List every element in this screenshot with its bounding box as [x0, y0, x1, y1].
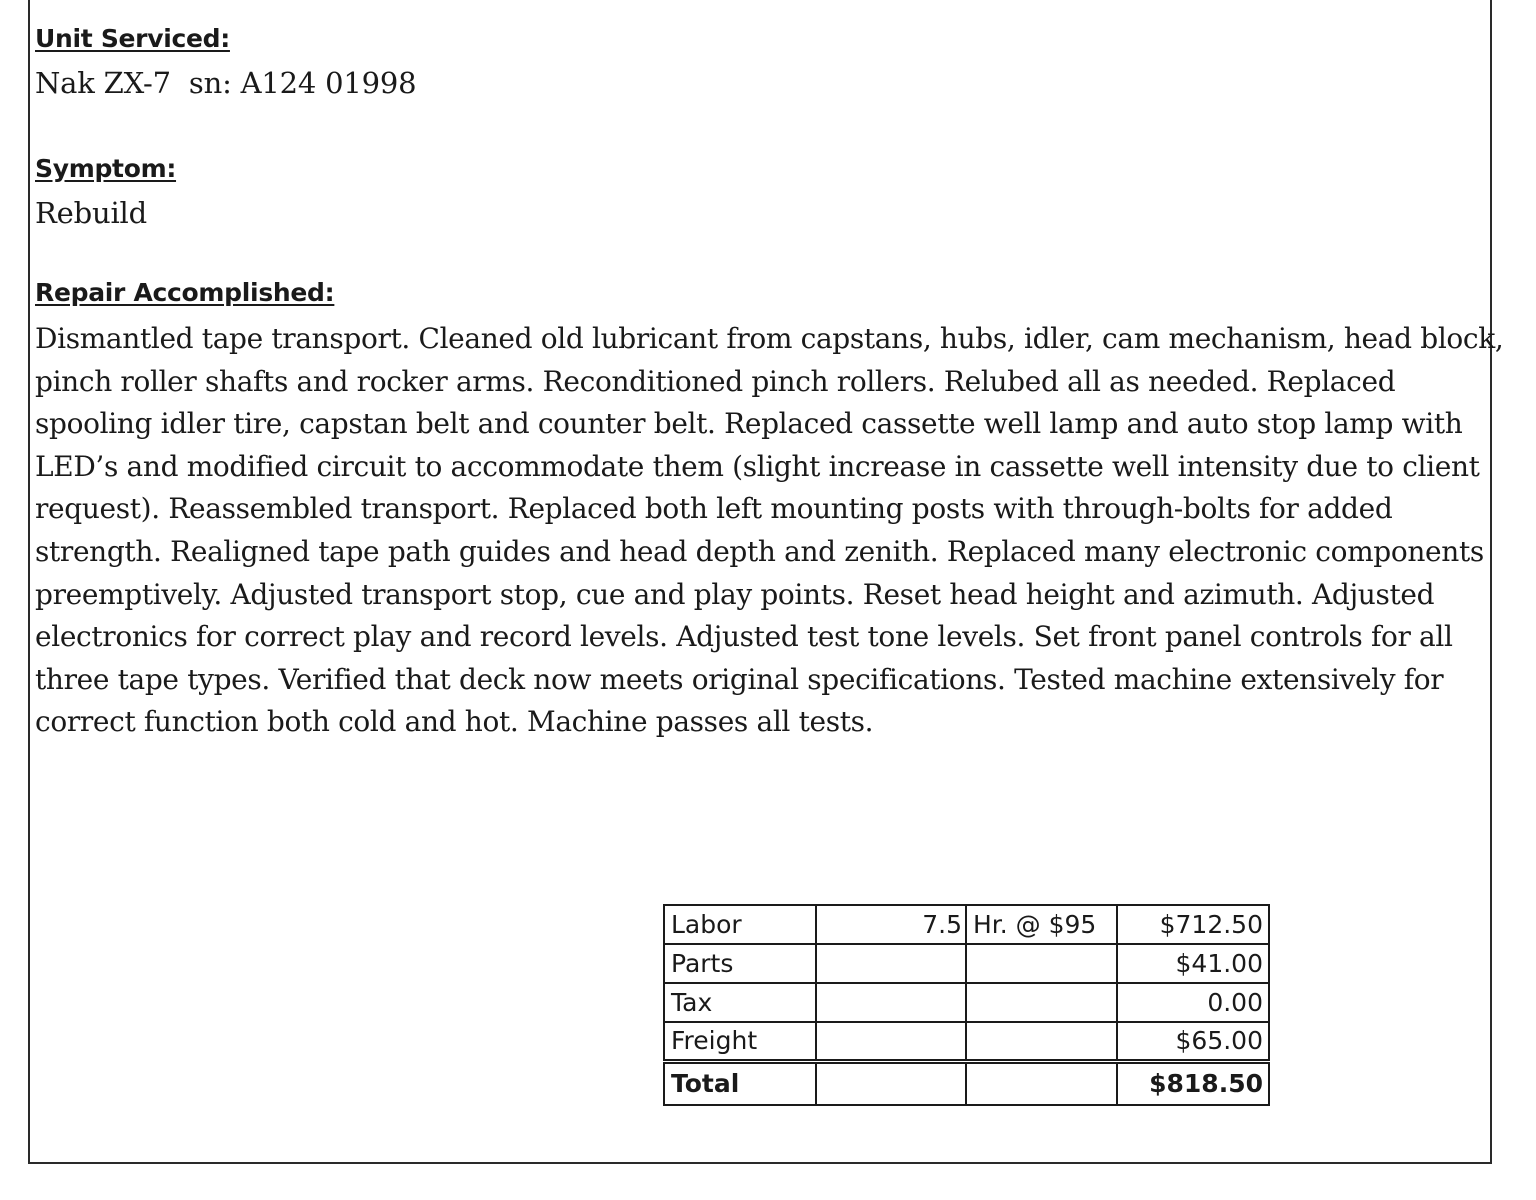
cost-rate — [966, 983, 1117, 1022]
repair-accomplished-text — [35, 318, 1504, 744]
cost-quantity — [816, 983, 966, 1022]
unit-serviced-heading: Unit Serviced: — [35, 24, 230, 53]
symptom-value: Rebuild — [35, 196, 147, 230]
cost-amount: $65.00 — [1117, 1022, 1269, 1061]
table-row-tax — [664, 983, 1269, 1022]
symptom-heading: Symptom: — [35, 154, 177, 183]
cost-label: Parts — [664, 944, 816, 983]
table-row-labor — [664, 905, 1269, 944]
cost-amount: 0.00 — [1117, 983, 1269, 1022]
table-row-freight — [664, 1022, 1269, 1061]
total-quantity — [816, 1061, 966, 1105]
unit-serviced-value: Nak ZX-7 sn: A124 01998 — [35, 66, 417, 100]
repair-accomplished-heading: Repair Accomplished: — [35, 278, 335, 307]
total-amount: $818.50 — [1117, 1061, 1269, 1105]
cost-rate: Hr. @ $95 — [966, 905, 1117, 944]
repair-line: electronics for correct play and record levels. Adjusted test tone levels. Set front panel controls for all — [35, 620, 1453, 654]
repair-line: preemptively. Adjusted transport stop, cue and play points. Reset head height and azimuth. Adjusted — [35, 577, 1435, 611]
table-row-total — [664, 1061, 1269, 1105]
table-row-parts — [664, 944, 1269, 983]
cost-rate — [966, 944, 1117, 983]
total-rate — [966, 1061, 1117, 1105]
repair-line: LED’s and modified circuit to accommodate them (slight increase in cassette well intensity due to client — [35, 449, 1480, 483]
repair-line: pinch roller shafts and rocker arms. Reconditioned pinch rollers. Relubed all as needed. Replaced — [35, 364, 1396, 398]
cost-amount: $41.00 — [1117, 944, 1269, 983]
repair-line: Dismantled tape transport. Cleaned old lubricant from capstans, hubs, idler, cam mechanism, head block, — [35, 322, 1504, 355]
cost-label: Freight — [664, 1022, 816, 1061]
cost-label: Tax — [664, 983, 816, 1022]
repair-line: request). Reassembled transport. Replaced both left mounting posts with through-bolts for added — [35, 492, 1393, 526]
repair-line: strength. Realigned tape path guides and head depth and zenith. Replaced many electronic components — [35, 534, 1484, 568]
repair-line: spooling idler tire, capstan belt and counter belt. Replaced cassette well lamp and auto stop lamp with — [35, 407, 1463, 441]
cost-rate — [966, 1022, 1117, 1061]
cost-quantity: 7.5 — [816, 905, 966, 944]
repair-line: three tape types. Verified that deck now meets original specifications. Tested machine extensively for — [35, 662, 1444, 696]
cost-quantity — [816, 1022, 966, 1061]
cost-amount: $712.50 — [1117, 905, 1269, 944]
cost-quantity — [816, 944, 966, 983]
total-label: Total — [664, 1061, 816, 1105]
cost-table — [663, 904, 1270, 1106]
repair-line: correct function both cold and hot. Machine passes all tests. — [35, 705, 874, 739]
cost-label: Labor — [664, 905, 816, 944]
